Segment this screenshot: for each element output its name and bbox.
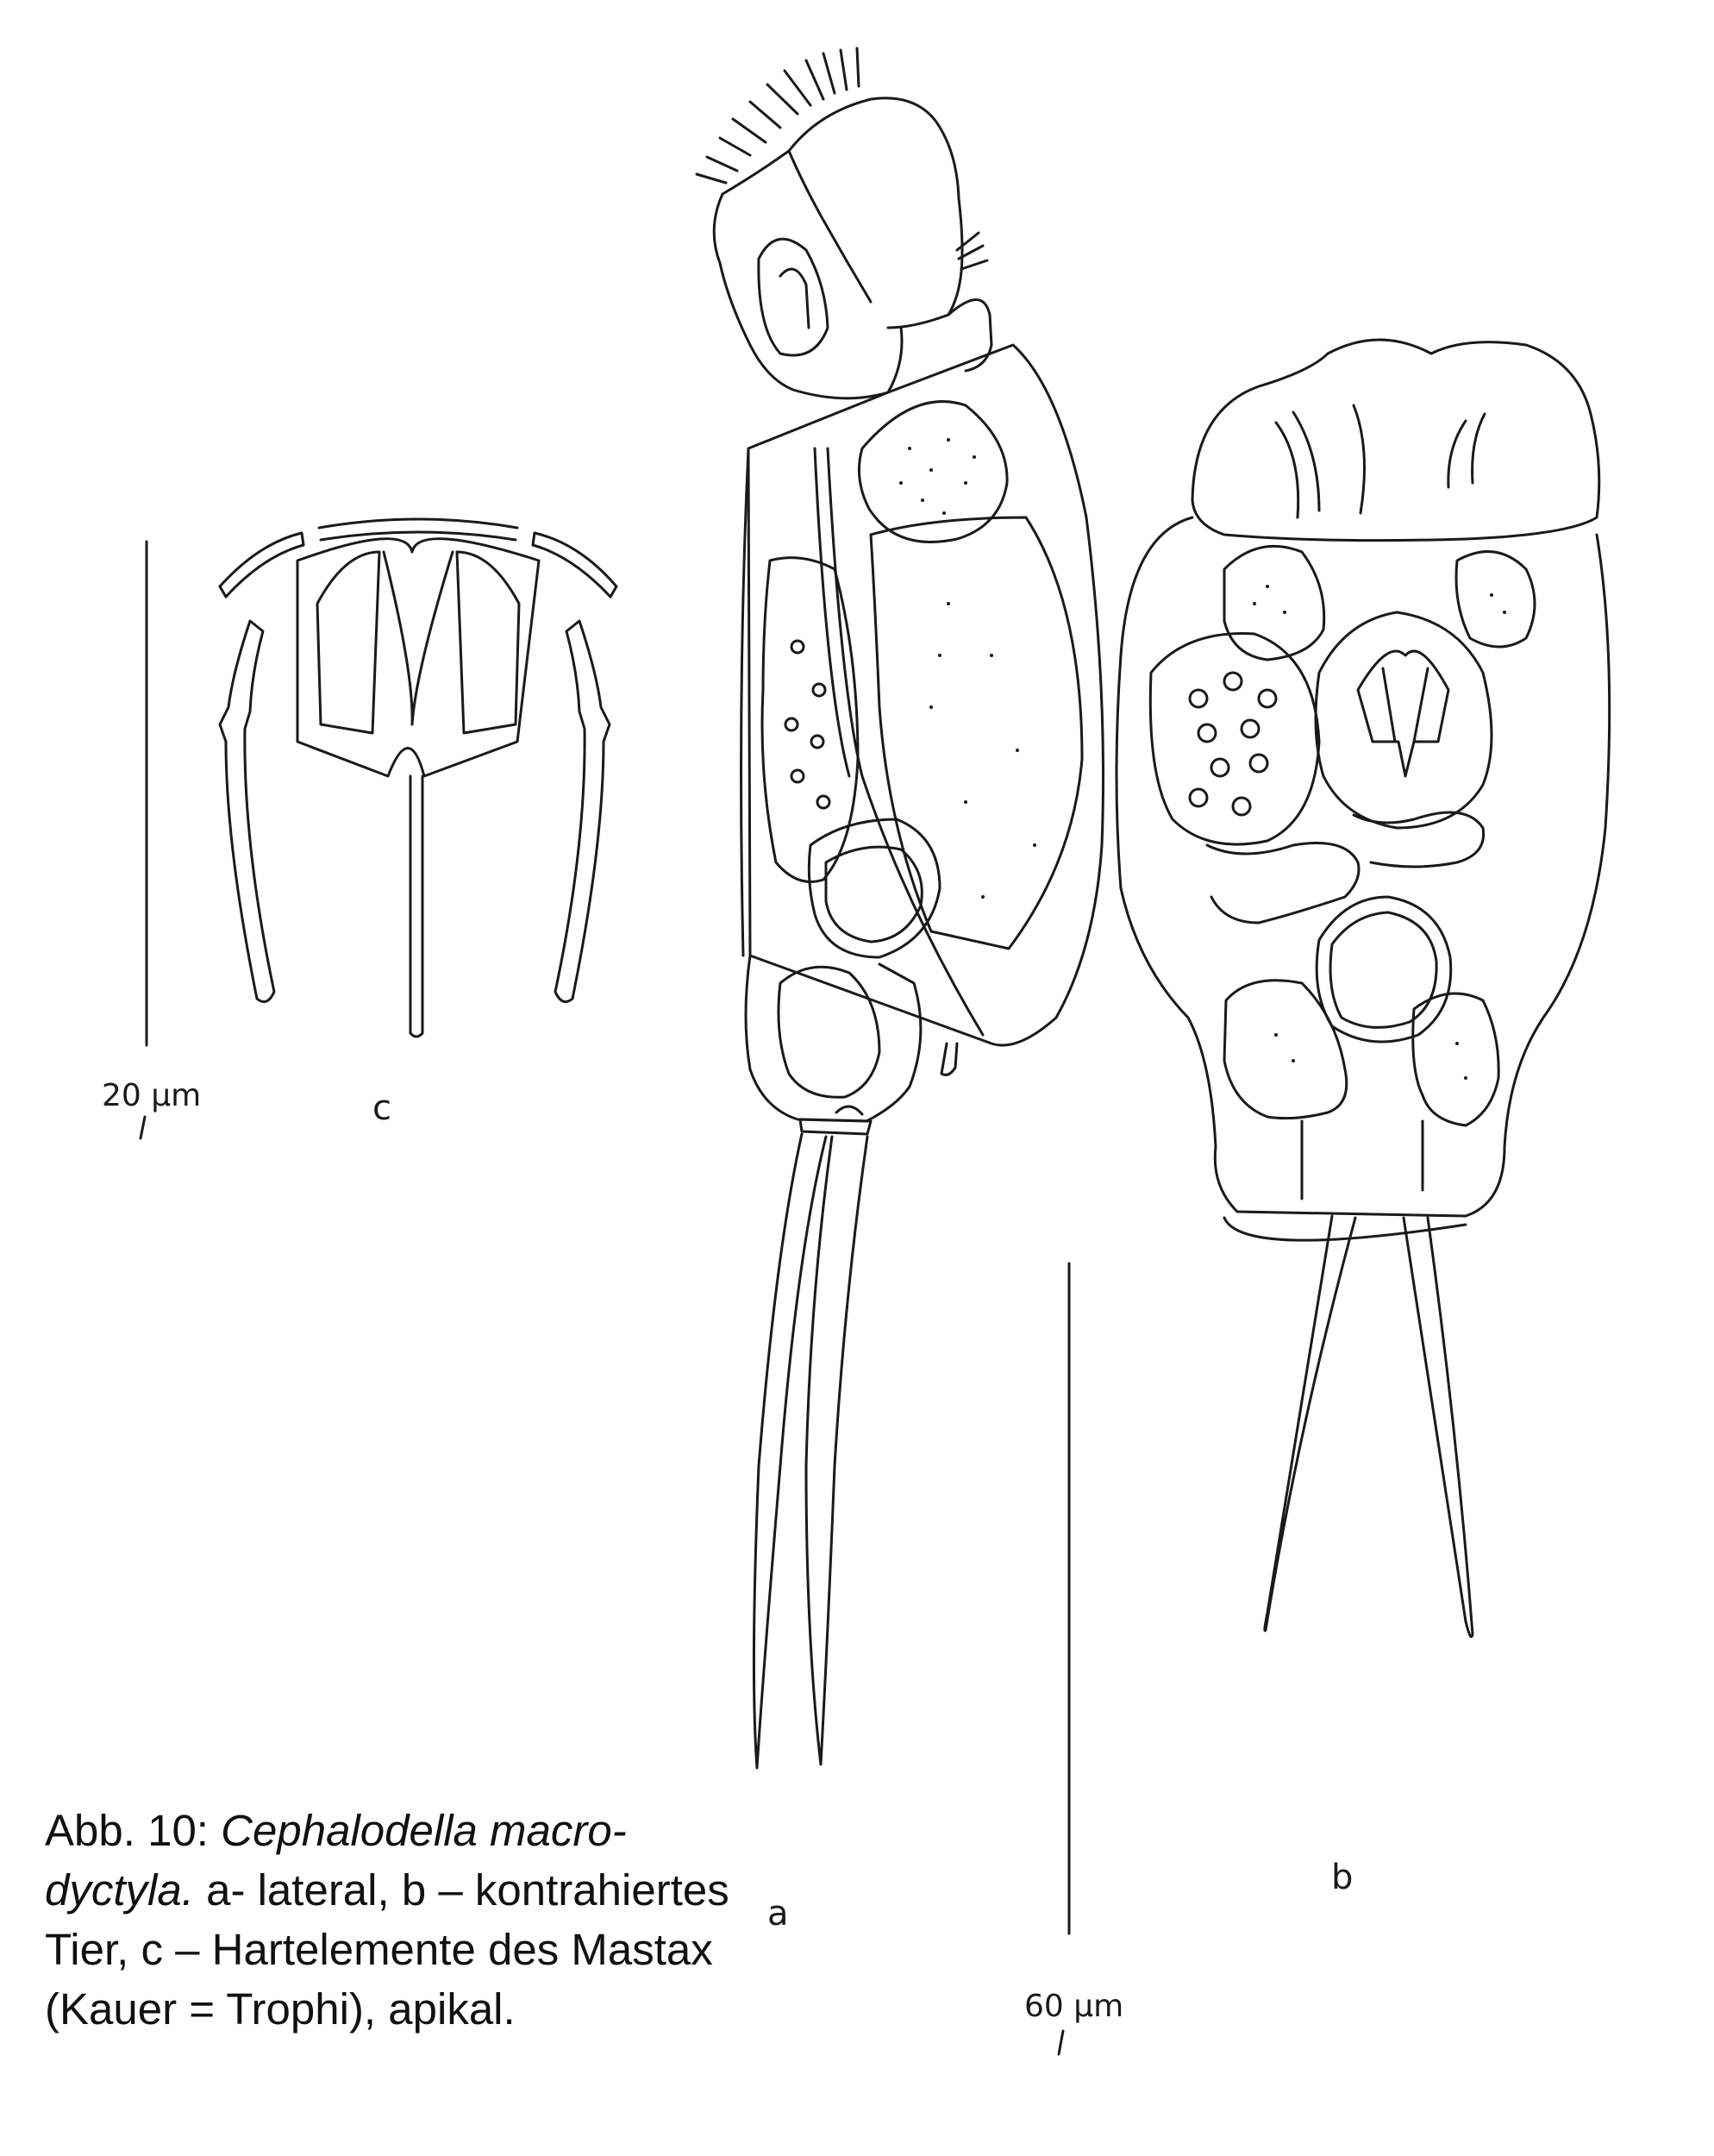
caption-species: Cephalodella macro-dyctyla.: [45, 1806, 627, 1915]
scale-label-small: 20 µm: [102, 1078, 202, 1113]
caption-description: a- lateral, b – kontrahiertes Tier, c – Hartelemente des Mastax (Kauer = Trophi), apikal.: [45, 1865, 729, 2034]
scale-label-large: 60 µm: [1024, 1989, 1124, 2024]
rotifer-contracted-drawing: [1117, 340, 1610, 1637]
trophi-drawing: [220, 519, 616, 1037]
nuclei: [785, 641, 1276, 815]
figure-caption: [45, 1801, 743, 2039]
panel-label-b: b: [1331, 1858, 1354, 1897]
rotifer-lateral-drawing: [697, 48, 1104, 1768]
stipple-texture: [899, 438, 1506, 1080]
panel-label-a: a: [767, 1894, 789, 1934]
caption-prefix: Abb. 10:: [45, 1806, 222, 1855]
panel-label-c: c: [372, 1088, 391, 1128]
